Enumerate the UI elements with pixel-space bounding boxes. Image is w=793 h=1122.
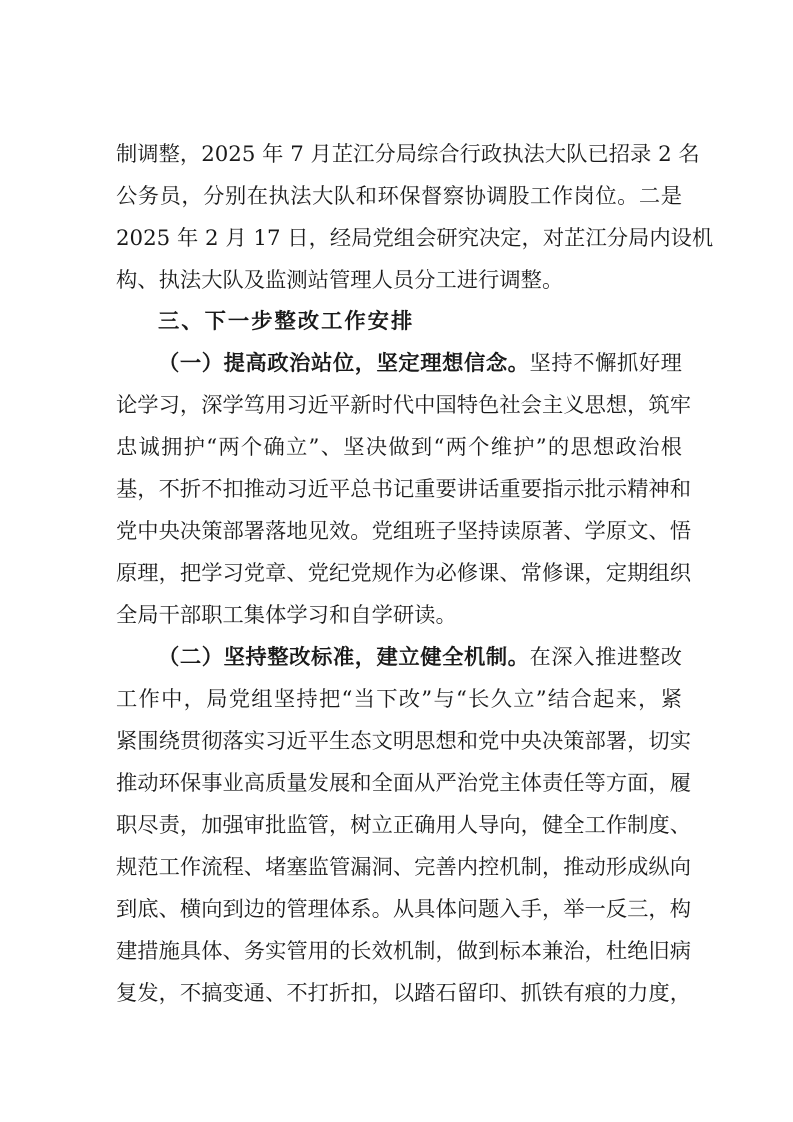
body-line: 全局干部职工集体学习和自学研读。 xyxy=(116,603,457,628)
subsection-text: 在深入推进整改 xyxy=(529,645,682,670)
body-line: 工作中，局党组坚持把“当下改”与“长久立”结合起来，紧 xyxy=(116,687,682,712)
subsection-line xyxy=(158,349,682,379)
body-line: 建措施具体、务实管用的长效机制，做到标本兼治，杜绝旧病 xyxy=(116,939,692,964)
body-line: 基，不折不扣推动习近平总书记重要讲话重要指示批示精神和 xyxy=(116,477,692,502)
body-line: 原理，把学习党章、党纪党规作为必修课、常修课，定期组织 xyxy=(116,561,692,586)
body-line: 党中央决策部署落地见效。党组班子坚持读原著、学原文、悟 xyxy=(116,519,692,544)
subsection-heading: （二）坚持整改标准，建立健全机制。 xyxy=(158,645,530,670)
body-line: 紧围绕贯彻落实习近平生态文明思想和党中央决策部署，切实 xyxy=(116,729,692,754)
body-line: 职尽责，加强审批监管，树立正确用人导向，健全工作制度、 xyxy=(116,813,692,838)
subsection-text: 坚持不懈抓好理 xyxy=(529,351,682,376)
body-line: 推动环保事业高质量发展和全面从严治党主体责任等方面，履 xyxy=(116,771,692,796)
body-line: 到底、横向到边的管理体系。从具体问题入手，举一反三，构 xyxy=(116,897,692,922)
body-line: 构、执法大队及监测站管理人员分工进行调整。 xyxy=(116,268,564,293)
subsection-line xyxy=(158,643,682,673)
body-line: 制调整，2025 年 7 月芷江分局综合行政执法大队已招录 2 名 xyxy=(116,142,700,167)
body-line: 公务员，分别在执法大队和环保督察协调股工作岗位。二是 xyxy=(116,184,682,209)
body-line: 2025 年 2 月 17 日，经局党组会研究决定，对芷江分局内设机 xyxy=(116,226,714,251)
section-heading: 三、下一步整改工作安排 xyxy=(158,309,415,334)
body-line: 论学习，深学笃用习近平新时代中国特色社会主义思想，筑牢 xyxy=(116,393,692,418)
subsection-heading: （一）提高政治站位，坚定理想信念。 xyxy=(158,351,530,376)
body-line: 规范工作流程、堵塞监管漏洞、完善内控机制，推动形成纵向 xyxy=(116,855,692,880)
body-line: 忠诚拥护“两个确立”、坚决做到“两个维护”的思想政治根 xyxy=(116,435,682,460)
body-line: 复发，不搞变通、不打折扣，以踏石留印、抓铁有痕的力度， xyxy=(116,981,692,1006)
